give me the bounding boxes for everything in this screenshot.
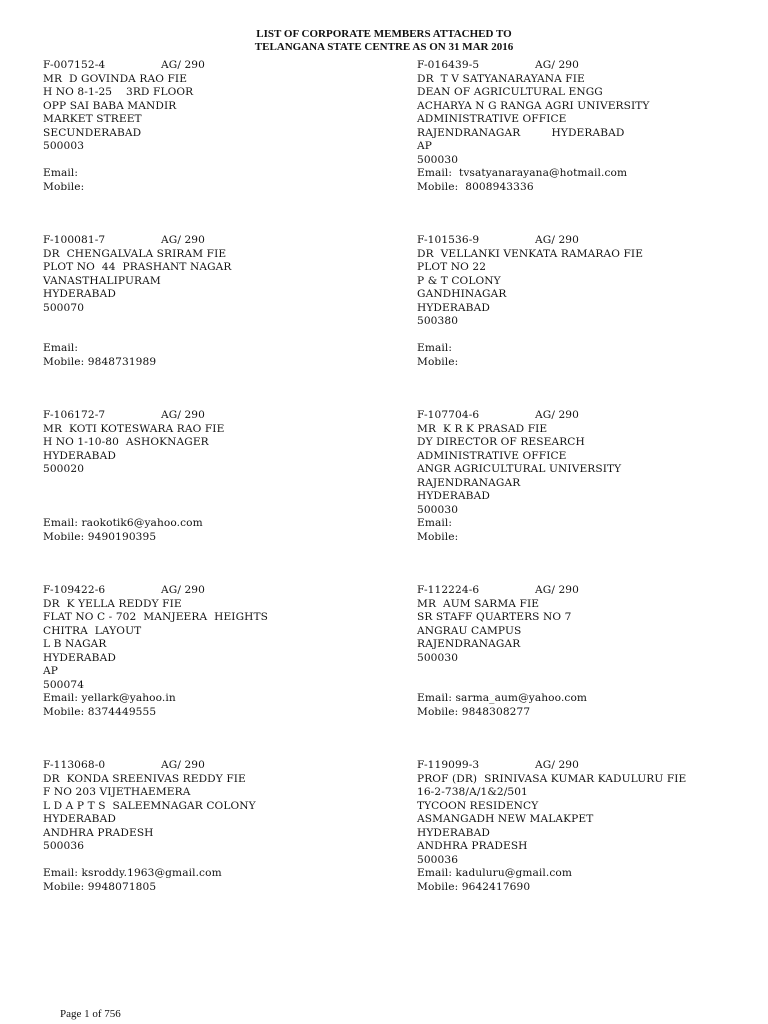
address-line: RAJENDRANAGAR HYDERABAD [417,126,625,139]
address-line: HYDERABAD [43,449,116,462]
division-code: AG/ 290 [161,584,205,596]
address-line: L B NAGAR [43,638,107,650]
division-code: AG/ 290 [535,409,579,421]
membership-number: F-112224-6 [417,584,480,596]
address-line: CHITRA LAYOUT [43,624,142,637]
member-record [43,409,224,544]
email-line: Email: [417,517,453,529]
member-header [417,584,587,598]
address-line: MR D GOVINDA RAO FIE [43,72,188,85]
division-code: AG/ 290 [161,409,205,421]
email-line: Email: tvsatyanarayana@hotmail.com [417,167,628,179]
membership-number: F-107704-6 [417,409,480,421]
member-header [417,409,621,423]
address-line: DR K YELLA REDDY FIE [43,597,182,610]
email-line: Email: kaduluru@gmail.com [417,867,572,879]
address-line [417,329,643,343]
address-line: AP [43,665,58,677]
address-line: PROF (DR) SRINIVASA KUMAR KADULURU FIE [417,772,687,785]
address-line: OPP SAI BABA MANDIR [43,99,177,112]
address-line: HYDERABAD [417,826,490,839]
address-line: HYDERABAD [43,813,116,825]
address-line: 500074 [43,678,85,691]
address-line: HYDERABAD [43,651,116,664]
member-record [43,59,205,194]
membership-number: F-007152-4 [43,59,106,71]
address-line: 500030 [417,153,459,166]
member-header [43,59,205,73]
member-record [417,584,587,719]
address-line: DR T V SATYANARAYANA FIE [417,72,585,85]
membership-number: F-016439-5 [417,59,480,71]
email-line: Email: [417,342,453,354]
membership-number: F-119099-3 [417,759,480,771]
mobile-line: Mobile: [417,530,459,543]
address-line: FLAT NO C - 702 MANJEERA HEIGHTS [43,611,269,623]
address-line: DR VELLANKI VENKATA RAMARAO FIE [417,247,644,260]
membership-number: F-109422-6 [43,584,106,596]
address-line: L D A P T S SALEEMNAGAR COLONY [43,799,256,812]
email-line: Email: sarma_aum@yahoo.com [417,692,588,704]
email-line: Email: yellark@yahoo.in [43,692,176,704]
address-line: F NO 203 VIJETHAEMERA [43,786,191,798]
address-line: HYDERABAD [43,288,116,300]
address-line: SR STAFF QUARTERS NO 7 [417,611,572,623]
address-line: H NO 1-10-80 ASHOKNAGER [43,436,209,448]
mobile-line: Mobile: 9948071805 [43,880,157,893]
member-header [43,409,224,423]
address-line [417,679,587,693]
address-line [43,504,224,518]
address-line [417,665,587,679]
mobile-line: Mobile: 9848308277 [417,705,531,718]
email-line: Email: raokotik6@yahoo.com [43,517,203,529]
address-line: 500020 [43,463,85,475]
address-line: ANGR AGRICULTURAL UNIVERSITY [417,463,622,475]
address-line: ANGRAU CAMPUS [417,624,522,637]
member-header [43,759,256,773]
division-code: AG/ 290 [161,759,205,771]
address-line: 500003 [43,140,85,152]
address-line: 500380 [417,315,459,327]
document-title-line-2: TELANGANA STATE CENTRE AS ON 31 MAR 2016 [254,41,514,53]
address-line: ADMINISTRATIVE OFFICE [417,113,567,125]
mobile-line: Mobile: 8374449555 [43,705,157,718]
member-header [43,234,232,248]
address-line: 500030 [417,651,459,664]
address-line: RAJENDRANAGAR [417,476,521,489]
membership-number: F-106172-7 [43,409,106,421]
address-line: GANDHINAGAR [417,288,507,300]
address-line: 16-2-738/A/1&2/501 [417,786,528,798]
address-line: ANDHRA PRADESH [417,840,528,852]
member-header [417,59,650,73]
address-line: TYCOON RESIDENCY [417,799,539,812]
membership-number: F-100081-7 [43,234,106,246]
email-line: Email: [43,167,79,179]
member-record [417,234,643,369]
membership-number: F-101536-9 [417,234,480,246]
address-line: DY DIRECTOR OF RESEARCH [417,436,585,448]
address-line: H NO 8-1-25 3RD FLOOR [43,86,194,98]
address-line: HYDERABAD [417,301,490,314]
mobile-line: Mobile: 9642417690 [417,880,531,893]
member-header [417,759,686,773]
mobile-line: Mobile: [43,180,85,193]
address-line: MR K R K PRASAD FIE [417,422,548,435]
mobile-line: Mobile: 8008943336 [417,180,534,193]
division-code: AG/ 290 [535,59,579,71]
address-line: DR KONDA SREENIVAS REDDY FIE [43,772,246,785]
address-line: AP [417,140,432,152]
member-record [417,409,621,544]
address-line: ASMANGADH NEW MALAKPET [417,813,594,825]
address-line [43,490,224,504]
address-line: PLOT NO 22 [417,261,487,273]
address-line [43,329,232,343]
page-number: Page 1 of 756 [60,1008,121,1020]
address-line: ACHARYA N G RANGA AGRI UNIVERSITY [417,99,650,112]
address-line: VANASTHALIPURAM [43,274,161,287]
address-line: HYDERABAD [417,490,490,502]
division-code: AG/ 290 [535,759,579,771]
member-header [43,584,268,598]
mobile-line: Mobile: [417,355,459,368]
document-title-line-1: LIST OF CORPORATE MEMBERS ATTACHED TO [256,28,512,40]
address-line: PLOT NO 44 PRASHANT NAGAR [43,261,232,273]
division-code: AG/ 290 [535,584,579,596]
address-line: P & T COLONY [417,274,501,287]
division-code: AG/ 290 [161,59,205,71]
member-record [43,584,268,719]
mobile-line: Mobile: 9490190395 [43,530,157,543]
division-code: AG/ 290 [535,234,579,246]
address-line: 500036 [417,853,459,866]
mobile-line: Mobile: 9848731989 [43,355,157,368]
email-line: Email: ksroddy.1963@gmail.com [43,867,222,879]
address-line: RAJENDRANAGAR [417,638,521,650]
address-line: DR CHENGALVALA SRIRAM FIE [43,247,227,260]
email-line: Email: [43,342,79,354]
address-line: 500036 [43,840,85,852]
address-line: 500030 [417,503,459,516]
address-line [43,854,256,868]
member-record [417,59,650,194]
address-line: ADMINISTRATIVE OFFICE [417,449,567,462]
address-line: SECUNDERABAD [43,126,142,139]
member-record [43,759,256,894]
address-line: MR KOTI KOTESWARA RAO FIE [43,422,225,435]
address-line: 500070 [43,301,85,314]
division-code: AG/ 290 [161,234,205,246]
membership-number: F-113068-0 [43,759,106,771]
member-record [417,759,686,894]
address-line [43,477,224,491]
member-header [417,234,643,248]
member-record [43,234,232,369]
address-line: DEAN OF AGRICULTURAL ENGG [417,86,603,98]
address-line [43,154,205,168]
address-line: MARKET STREET [43,113,142,125]
address-line [43,315,232,329]
address-line: ANDHRA PRADESH [43,826,154,839]
address-line: MR AUM SARMA FIE [417,597,540,610]
